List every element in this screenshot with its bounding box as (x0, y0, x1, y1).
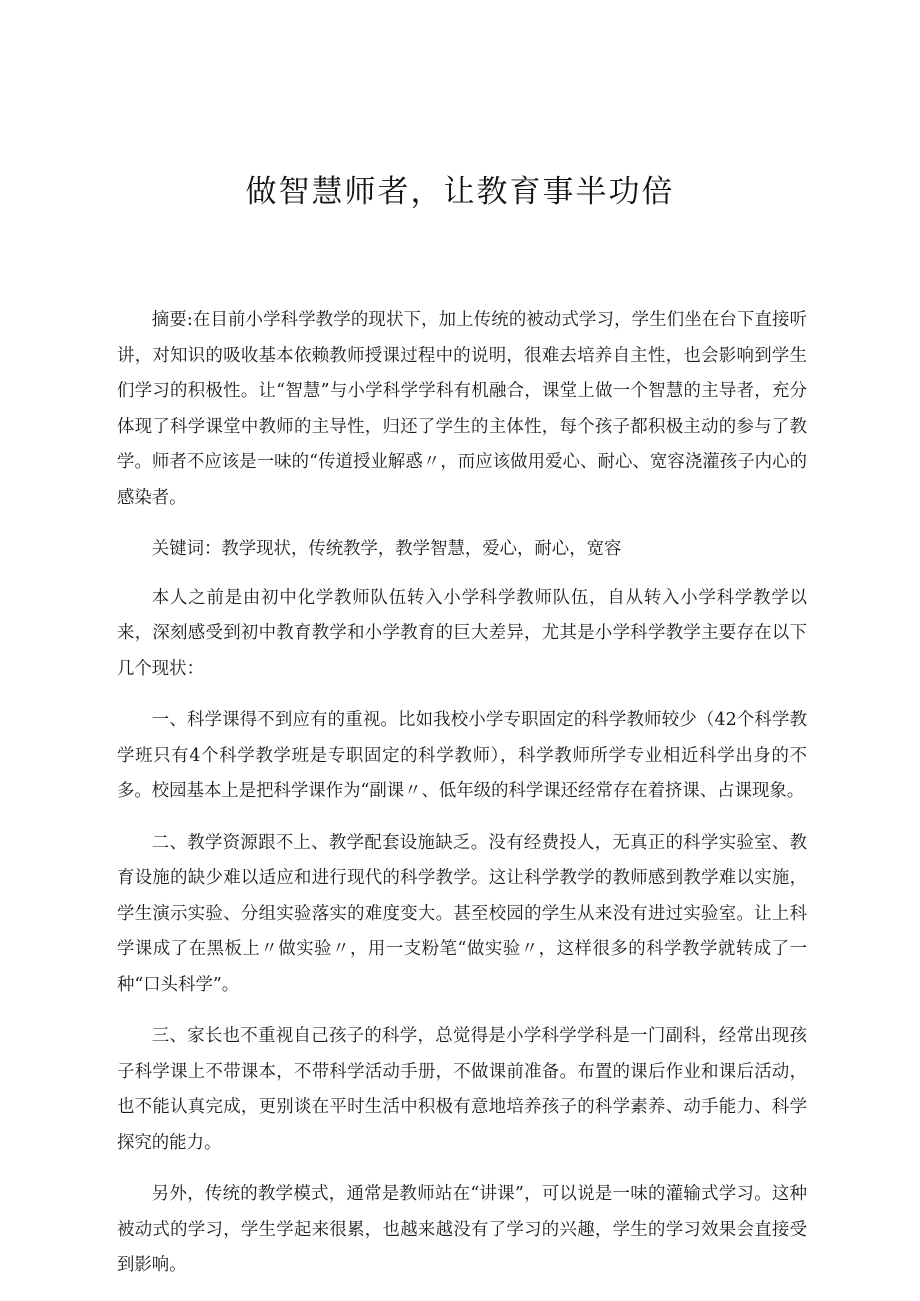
abstract-text: 在目前小学科学教学的现状下，加上传统的被动式学习，学生们坐在台下直接听讲，对知识的吸收基本依赖教师授课过程中的说明，很难去培养自主性，也会影响到学生们学习的积极性。让“智慧”与小学科学学科有机融合，课堂上做一个智慧的主导者，充分体现了科学课堂中教师的主导性，归还了学生的主体性，每个孩子都积极主动的参与了教学。师者不应该是一味的“传道授业解惑〃，而应该做用爱心、耐心、宽容浇灌孩子内心的感染者。 (117, 310, 807, 508)
document-title: 做智慧师者，让教育事半功倍 (245, 174, 675, 210)
body-paragraph-point-2: 二、教学资源跟不上、教学配套设施缺乏。没有经费投人，无真正的科学实验室、教育设施的缺少难以适应和进行现代的科学教学。这让科学教学的教师感到教学难以实施，学生演示实验、分组实验落实的难度变大。甚至校园的学生从来没有进过实验室。让上科学课成了在黑板上〃做实验〃，用一支粉笔“做实验〃，这样很多的科学教学就转成了一种“口头科学”。 (117, 832, 807, 995)
body-paragraph-intro: 本人之前是由初中化学教师队伍转入小学科学教师队伍，自从转入小学科学教学以来，深刻感受到初中教育教学和小学教育的巨大差异，尤其是小学科学教学主要存在以下几个现状： (117, 587, 807, 679)
body-paragraph-point-1: 一、科学课得不到应有的重视。比如我校小学专职固定的科学教师较少（42个科学教学班只有4个科学教学班是专职固定的科学教师），科学教师所学专业相近科学出身的不多。校园基本上是把科学课作为“副课〃、低年级的科学课还经常存在着挤课、占课现象。 (117, 710, 807, 801)
document-body (117, 303, 807, 1300)
abstract-paragraph (117, 303, 807, 516)
keywords-paragraph (117, 532, 807, 568)
keywords-label: 关键词： (151, 539, 222, 559)
body-paragraph-point-3: 三、家长也不重视自己孩子的科学，总觉得是小学科学学科是一门副科，经常出现孩子科学课上不带课本，不带科学活动手册，不做课前准备。布置的课后作业和课后活动，也不能认真完成，更别谈在平时生活中积极有意地培养孩子的科学素养、动手能力、科学探究的能力。 (117, 1026, 807, 1153)
keywords-text: 教学现状，传统教学，教学智慧，爱心，耐心，宽容 (221, 539, 622, 559)
body-paragraph-additional: 另外，传统的教学模式，通常是教师站在“讲课”，可以说是一味的灌输式学习。这种被动式的学习，学生学起来很累，也越来越没有了学习的兴趣，学生的学习效果会直接受到影响。 (117, 1184, 807, 1275)
abstract-label: 摘要: (151, 310, 193, 330)
